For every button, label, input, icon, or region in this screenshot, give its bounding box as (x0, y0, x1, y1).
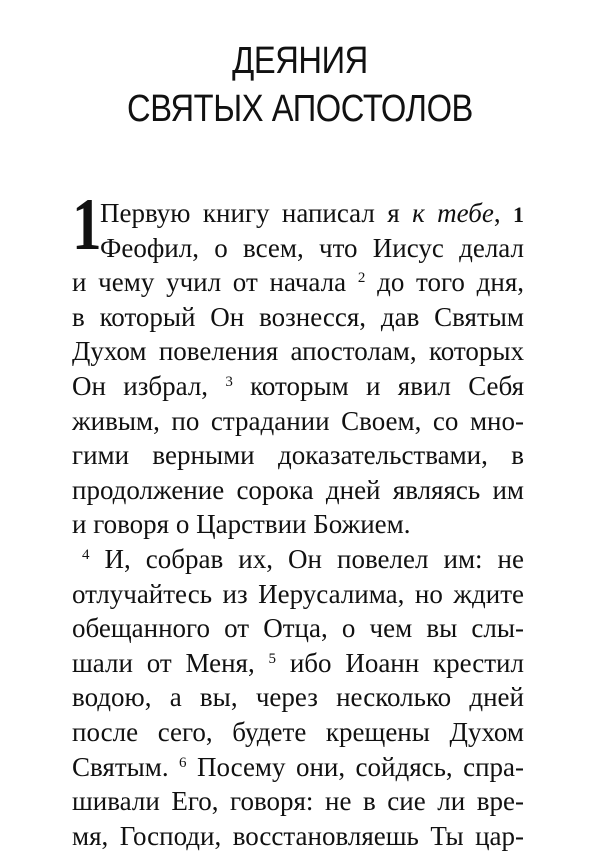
text-segment: после сего, будете крещены Духом (72, 717, 524, 747)
text-line (72, 577, 524, 611)
text-segment: продолжение сорока дней являясь им (72, 474, 524, 505)
verse-number: 3 (225, 374, 233, 390)
book-title-line-1: ДЕЯНИЯ (232, 40, 368, 82)
text-segment: Святым. (72, 751, 180, 782)
text-segment: Он избрал, (72, 371, 226, 401)
text-line (100, 231, 524, 265)
text-line (72, 819, 524, 853)
text-line (72, 265, 524, 299)
text-segment: живым, по страдании Своем, со мно- (72, 405, 524, 436)
text-segment: до того дня, (365, 267, 524, 298)
chapter-drop-cap: 1 (72, 184, 102, 266)
italic-text: к тебе (412, 198, 494, 228)
text-segment: Посему они, сойдясь, спра- (186, 751, 524, 782)
text-line (72, 507, 524, 541)
margin-verse-number: 1 (513, 202, 524, 227)
text-segment: Духом повеления апостолам, которых (72, 336, 524, 367)
verse-number: 5 (268, 650, 277, 667)
text-segment: обещанного от Отца, о чем вы слы- (72, 613, 524, 644)
verse-number: 6 (179, 754, 187, 771)
text-segment: и чему учил от начала (72, 267, 358, 298)
book-title-line-2: СВЯТЫХ АПОСТОЛОВ (127, 88, 473, 130)
text-line (72, 750, 524, 784)
text-segment: Первую книгу написал я (100, 198, 413, 228)
text-line (72, 784, 524, 818)
text-line (72, 369, 524, 403)
text-line (72, 300, 524, 334)
text-segment: гими верными доказательствами, в (72, 440, 524, 471)
text-line (72, 680, 524, 714)
text-line (100, 196, 524, 230)
text-segment: отлучайтесь из Иерусалима, но ждите (72, 578, 524, 609)
text-segment: Феофил, о всем, что Иисус делал (100, 232, 524, 263)
text-line (72, 473, 524, 507)
text-line (82, 542, 524, 576)
text-segment: ибо Иоанн крестил (276, 647, 524, 678)
text-segment: И, собрав их, Он повелел им: не (89, 544, 524, 574)
text-segment: и говоря о Царствии Божием. (72, 509, 411, 540)
text-line (72, 715, 524, 749)
verse-number: 2 (357, 270, 366, 287)
text-segment: мя, Господи, восстановляешь Ты цар- (72, 820, 524, 851)
text-line (72, 404, 524, 438)
text-segment: водою, а вы, через несколько дней (72, 682, 524, 713)
text-segment: которым и явил Себя (232, 371, 524, 401)
text-segment: шивали Его, говоря: не в сие ли вре- (72, 786, 524, 817)
text-line (72, 438, 524, 472)
text-segment: , (493, 198, 513, 228)
text-segment: шали от Меня, (72, 647, 269, 678)
verse-number: 4 (82, 547, 90, 563)
text-line (72, 646, 524, 680)
text-segment: в который Он вознесся, дав Святым (72, 301, 524, 332)
text-line (72, 611, 524, 645)
text-line (72, 334, 524, 368)
